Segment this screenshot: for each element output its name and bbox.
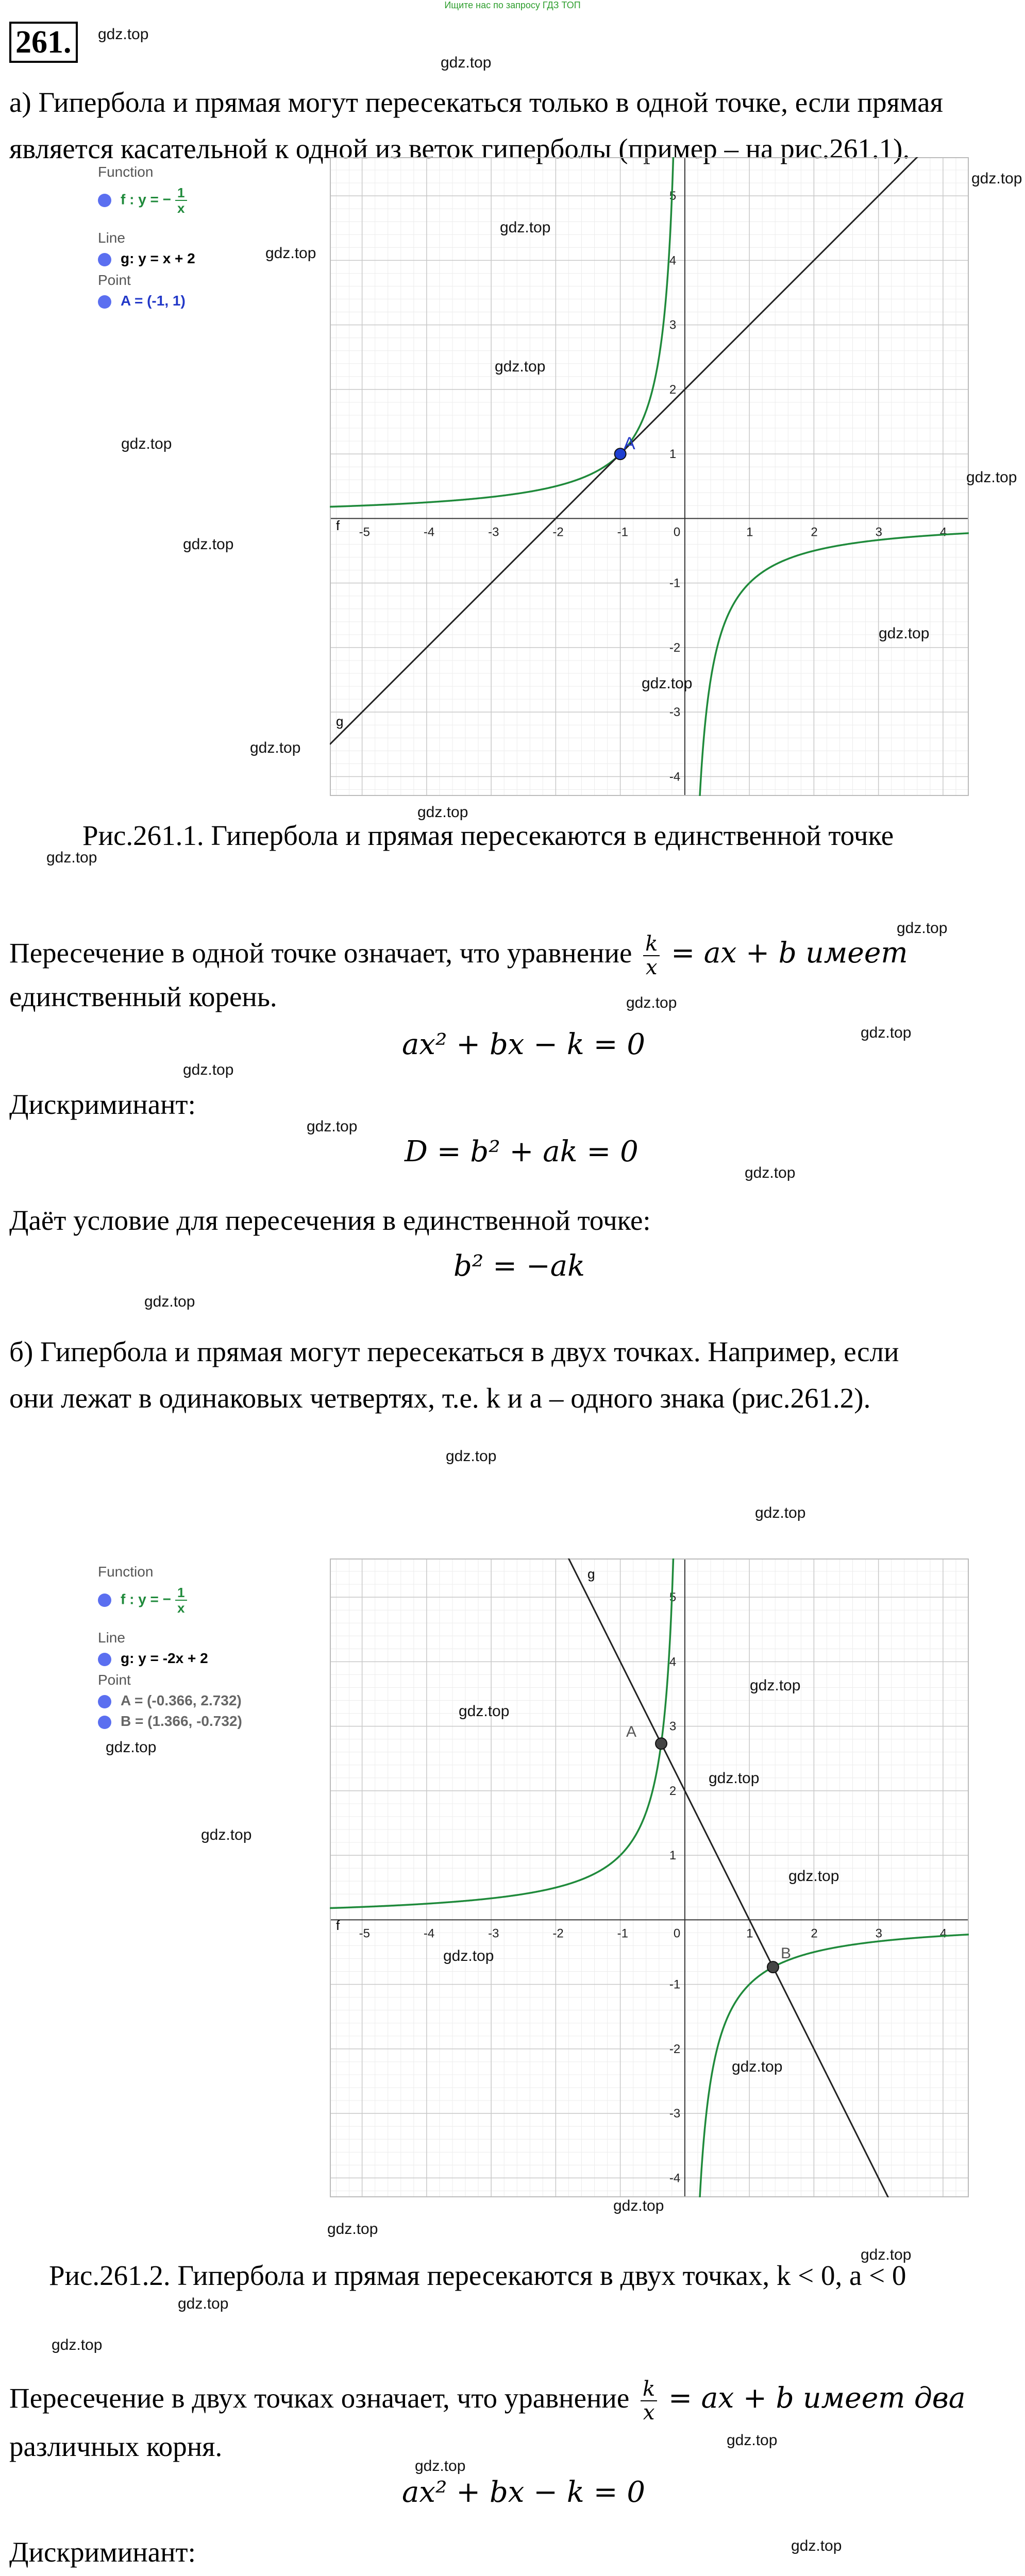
watermark: gdz.top — [443, 1947, 494, 1964]
watermark: gdz.top — [613, 2197, 664, 2214]
x-tick-label: -1 — [617, 1926, 628, 1941]
function-item[interactable]: f : y = − $\frac{1}{x}$ — [98, 185, 191, 215]
part-a-line-1: а) Гипербола и прямая могут пересекаться только в одной точке, если прямая — [9, 87, 943, 118]
watermark: gdz.top — [495, 358, 546, 375]
y-tick-label: 2 — [669, 382, 677, 397]
x-tick-label: 0 — [673, 525, 681, 539]
x-tick-label: 4 — [939, 525, 947, 539]
watermark: gdz.top — [971, 170, 1022, 187]
point-a-label: A — [626, 1723, 637, 1740]
figure-1-caption: Рис.261.1. Гипербола и прямая пересекаются в единственной точке — [82, 820, 894, 851]
watermark: gdz.top — [626, 994, 677, 1011]
x-tick-label: -5 — [359, 525, 370, 539]
watermark: gdz.top — [879, 625, 930, 642]
x-tick-label: -5 — [359, 1926, 370, 1941]
watermark: gdz.top — [727, 2432, 778, 2449]
text1-line-1: Пересечение в одной точке означает, что уравнение $\frac{k}{x}$ = ax + b имеет — [9, 932, 908, 980]
y-tick-label: -3 — [669, 2107, 681, 2121]
y-tick-label: -1 — [669, 576, 681, 590]
watermark: gdz.top — [46, 849, 97, 866]
part-b-line-2: они лежат в одинаковых четвертях, т.е. k и a – одного знака (рис.261.2). — [9, 1382, 871, 1414]
watermark: gdz.top — [183, 536, 234, 553]
x-tick-label: -2 — [552, 525, 564, 539]
part-a-line-2: является касательной к одной из веток гиперболы (пример – на рис.261.1). — [9, 133, 910, 164]
y-tick-label: -2 — [669, 640, 681, 655]
y-tick-label: 3 — [669, 1719, 677, 1734]
watermark: gdz.top — [732, 2058, 783, 2075]
top-note: Ищите нас по запросу ГДЗ ТОП — [444, 0, 581, 10]
watermark: gdz.top — [178, 2295, 229, 2312]
y-tick-label: 1 — [669, 1849, 677, 1863]
watermark: gdz.top — [250, 739, 301, 756]
x-tick-label: -3 — [488, 525, 499, 539]
line-g — [330, 157, 969, 744]
x-tick-label: -4 — [423, 1926, 435, 1941]
x-tick-label: 1 — [746, 525, 753, 539]
graph-border — [330, 158, 968, 795]
y-tick-label: -4 — [669, 2171, 681, 2185]
discriminant-label: Дискриминант: — [9, 1089, 196, 1120]
watermark: gdz.top — [755, 1504, 806, 1521]
watermark: gdz.top — [415, 2458, 466, 2475]
x-tick-label: 4 — [939, 1926, 947, 1941]
point-a-label: A — [624, 434, 635, 453]
watermark: gdz.top — [327, 2221, 378, 2238]
y-tick-label: -4 — [669, 770, 681, 784]
y-tick-label: 5 — [669, 189, 677, 204]
watermark: gdz.top — [441, 54, 492, 71]
watermark: gdz.top — [52, 2336, 103, 2353]
line-header: Line — [98, 1630, 125, 1646]
y-tick-label: -1 — [669, 1977, 681, 1992]
watermark: gdz.top — [897, 920, 948, 937]
y-tick-label: 4 — [669, 1655, 677, 1669]
watermark: gdz.top — [500, 219, 551, 236]
text1-line-2: единственный корень. — [9, 981, 277, 1012]
watermark: gdz.top — [201, 1826, 252, 1843]
discriminant-label-2: Дискриминант: — [9, 2536, 196, 2568]
point-item[interactable]: A = (-1, 1) — [98, 293, 186, 309]
point-item-a[interactable]: A = (-0.366, 2.732) — [98, 1692, 242, 1709]
watermark: gdz.top — [98, 26, 149, 43]
formula-quadratic-2: ax² + bx − k = 0 — [402, 2476, 645, 2509]
y-tick-label: -2 — [669, 2042, 681, 2056]
graph-border — [330, 1559, 968, 2197]
watermark: gdz.top — [750, 1677, 801, 1694]
x-tick-label: -3 — [488, 1926, 499, 1941]
watermark: gdz.top — [265, 245, 316, 262]
x-tick-label: -2 — [552, 1926, 564, 1941]
x-tick-label: -1 — [617, 525, 628, 539]
function-header: Function — [98, 164, 154, 180]
y-tick-label: 1 — [669, 447, 677, 462]
graph-figure-1 — [330, 157, 969, 796]
condition-one: Даёт условие для пересечения в единственной точке: — [9, 1205, 651, 1236]
watermark: gdz.top — [144, 1293, 195, 1310]
x-tick-label: 3 — [875, 525, 883, 539]
point-header: Point — [98, 272, 131, 288]
point-a — [656, 1738, 667, 1749]
part-b-line-1: б) Гипербола и прямая могут пересекаться в двух точках. Например, если — [9, 1336, 899, 1367]
point-item-b[interactable]: B = (1.366, -0.732) — [98, 1713, 242, 1730]
watermark: gdz.top — [446, 1448, 497, 1465]
text2-line-1: Пересечение в двух точках означает, что уравнение $\frac{k}{x}$ = ax + b имеет два — [9, 2377, 966, 2425]
x-tick-label: 2 — [811, 525, 818, 539]
x-tick-label: 0 — [673, 1926, 681, 1941]
x-tick-label: 1 — [746, 1926, 753, 1941]
point-b — [767, 1961, 779, 1973]
formula-b-squared: b² = −ak — [453, 1249, 585, 1283]
watermark: gdz.top — [106, 1739, 157, 1756]
watermark: gdz.top — [642, 675, 693, 692]
watermark: gdz.top — [183, 1061, 234, 1078]
x-tick-label: 3 — [875, 1926, 883, 1941]
formula-discriminant-zero: D = b² + ak = 0 — [405, 1135, 638, 1168]
y-tick-label: 5 — [669, 1590, 677, 1605]
y-tick-label: 2 — [669, 1784, 677, 1798]
watermark: gdz.top — [121, 435, 172, 452]
line-g — [330, 1558, 969, 2197]
curve-label-f: f — [336, 1918, 340, 1933]
watermark: gdz.top — [788, 1868, 839, 1885]
watermark: gdz.top — [791, 2537, 842, 2554]
formula-quadratic: ax² + bx − k = 0 — [402, 1028, 645, 1061]
watermark: gdz.top — [709, 1770, 760, 1787]
line-header: Line — [98, 230, 125, 246]
x-tick-label: 2 — [811, 1926, 818, 1941]
point-header: Point — [98, 1672, 131, 1688]
problem-number: 261. — [9, 22, 78, 63]
watermark: gdz.top — [745, 1164, 796, 1181]
watermark: gdz.top — [861, 2246, 912, 2263]
line-label-g: g — [336, 714, 344, 729]
watermark: gdz.top — [966, 469, 1017, 486]
curve-label-f: f — [336, 518, 340, 533]
watermark: gdz.top — [861, 1024, 912, 1041]
y-tick-label: -3 — [669, 705, 681, 720]
line-item[interactable]: g: y = -2x + 2 — [98, 1650, 208, 1667]
text2-line-2: различных корня. — [9, 2431, 223, 2462]
y-tick-label: 3 — [669, 318, 677, 332]
point-b-label: B — [781, 1945, 792, 1962]
line-label-g: g — [587, 1566, 595, 1582]
watermark: gdz.top — [307, 1118, 358, 1135]
function-header: Function — [98, 1564, 154, 1580]
y-tick-label: 4 — [669, 253, 677, 268]
line-item[interactable]: g: y = x + 2 — [98, 250, 195, 267]
watermark: gdz.top — [459, 1703, 510, 1720]
watermark: gdz.top — [417, 804, 468, 821]
graph-figure-2 — [330, 1558, 969, 2197]
x-tick-label: -4 — [423, 525, 435, 539]
function-item[interactable]: f : y = − $\frac{1}{x}$ — [98, 1585, 191, 1615]
figure-2-caption: Рис.261.2. Гипербола и прямая пересекаются в двух точках, k < 0, a < 0 — [49, 2260, 906, 2291]
